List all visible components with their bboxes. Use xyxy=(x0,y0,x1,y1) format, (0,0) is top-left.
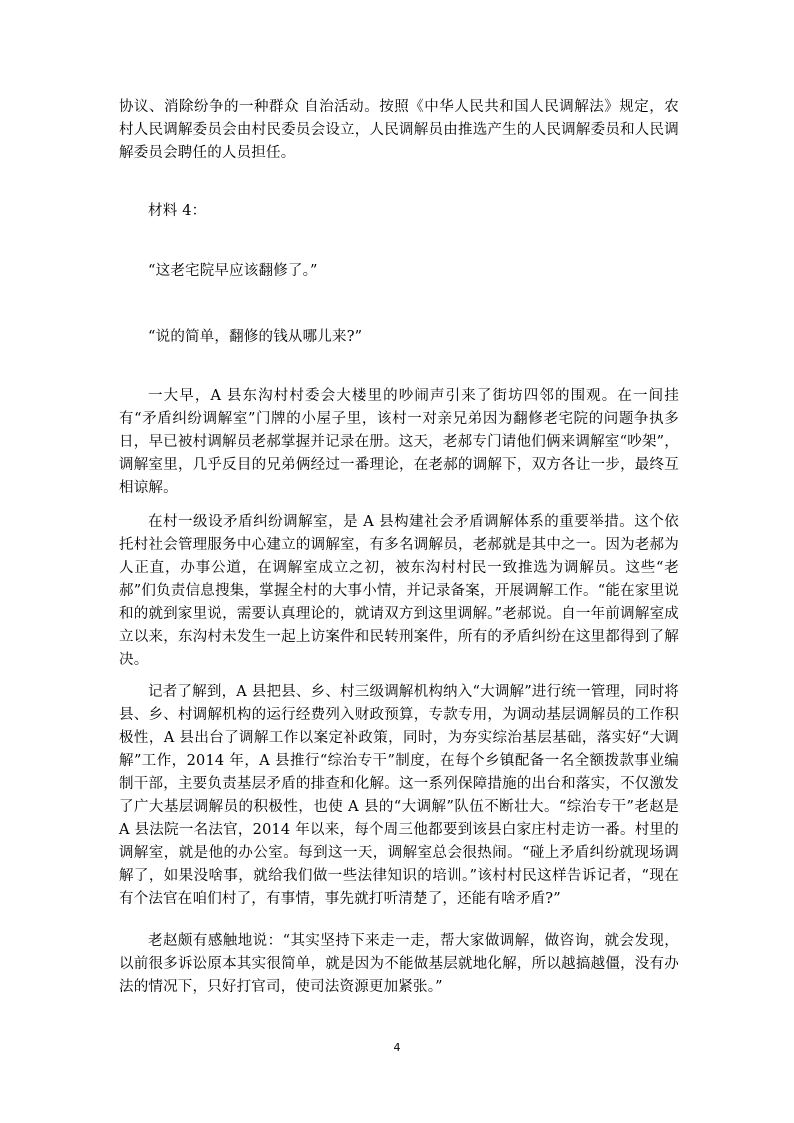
quote-old-courtyard: “这老宅院早应该翻修了。” xyxy=(148,263,318,279)
quote-renovation-money: “说的简单，翻修的钱从哪儿来?” xyxy=(148,329,363,345)
paragraph-mediation-room: 在村一级设矛盾纠纷调解室，是 A 县构建社会矛盾调解体系的重要举措。这个依托村社会管理服务中心建立的调解室，有多名调解员，老郝就是其中之一。因为老郝为人正直，办事公道，在调解室成立之初，被东沟村村民一致推选为调解员。这些“老郝”们负责信息搜集，掌握全村的大事小情，并记录备案，开展调解工作。“能在家里说和的就到家里说，需要认真理论的，就请双方到这里调解。”老郝说。自一年前调解室成立以来，东沟村未发生一起上访案件和民转刑案件，所有的矛盾纠纷在这里都得到了解决。 xyxy=(119,514,679,668)
paragraph-mediation-definition: 协议、消除纷争的一种群众 自治活动。按照《中华人民共和国人民调解法》规定，农村人民调解委员会由村民委员会设立，人民调解员由推选产生的人民调解委员和人民调解委员会聘任的人员担任。 xyxy=(119,99,679,161)
paragraph-lao-zhao-quote: 老赵颇有感触地说：“其实坚持下来走一走，帮大家做调解，做咨询，就会发现，以前很多诉讼原本其实很简单，就是因为不能做基层就地化解，所以越搞越僵，没有办法的情况下，只好打官司，使司法资源更加紧张。” xyxy=(119,933,679,995)
paragraph-big-mediation: 记者了解到，A 县把县、乡、村三级调解机构纳入“大调解”进行统一管理，同时将县、乡、村调解机构的运行经费列入财政预算，专款专用，为调动基层调解员的工作积极性，A 县出台了调解工作以案定补政策，同时，为夯实综治基层基础，落实好“大调解”工作，2014 年，A 县推行“综治专干”制度，在每个乡镇配备一名全额拨款事业编制干部，主要负责基层矛盾的排查和化解。这一系列保障措施的出台和落实，不仅激发了广大基层调解员的积极性，也使 A 县的“大调解”队伍不断壮大。“综治专干”老赵是 A 县法院一名法官，2014 年以来，每个周三他都要到该县白家庄村走访一番。村里的调解室，就是他的办公室。每到这一天，调解室总会很热闹。“碰上矛盾纠纷就现场调解了，如果没啥事，就给我们做一些法律知识的培训。”该村村民这样告诉记者，“现在有个法官在咱们村了，有事情，事先就打听清楚了，还能有啥矛盾?” xyxy=(119,684,679,907)
paragraph-dispute-mediation: 一大早，A 县东沟村村委会大楼里的吵闹声引来了街坊四邻的围观。在一间挂有“矛盾纠纷调解室”门牌的小屋子里，该村一对亲兄弟因为翻修老宅院的问题争执多日，早已被村调解员老郝掌握并记录在册。这天，老郝专门请他们俩来调解室“吵架”，调解室里，几乎反目的兄弟俩经过一番理论，在老郝的调解下，双方各让一步，最终互相谅解。 xyxy=(119,388,679,496)
material-heading: 材料 4： xyxy=(148,203,207,219)
page-number: 4 xyxy=(393,1041,401,1054)
